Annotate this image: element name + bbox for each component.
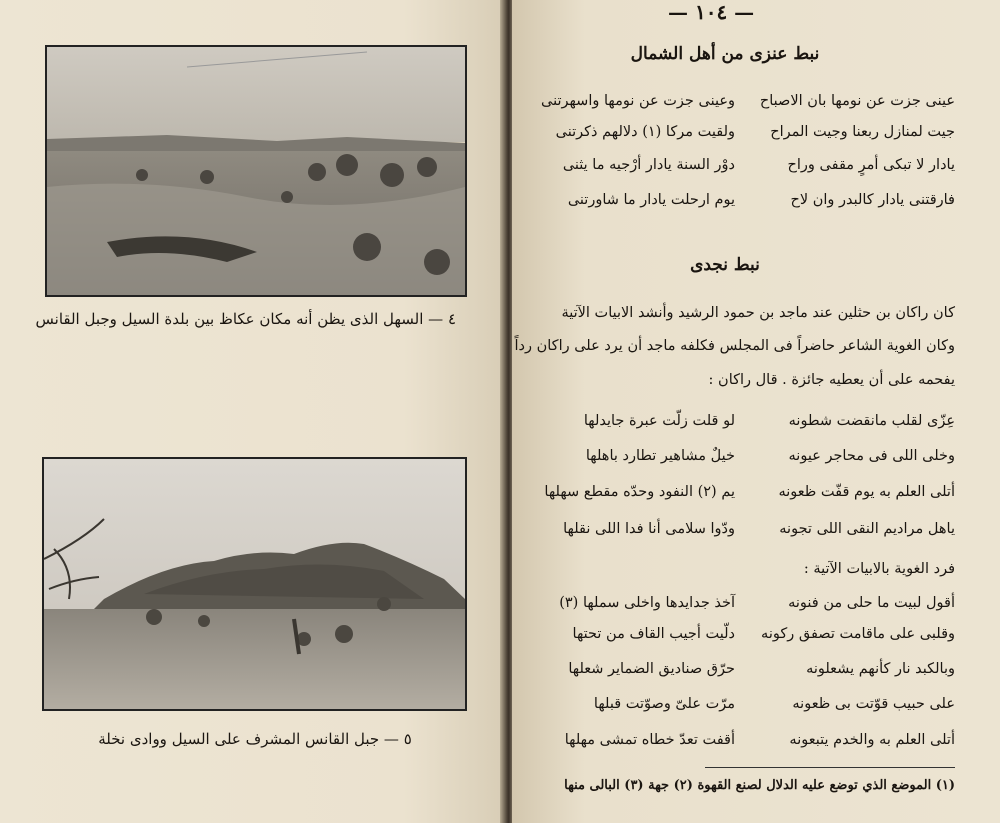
- poem3-line2-right: وقلبى على ماقامت تصفق ركونه: [761, 626, 955, 642]
- poem3-line3-right: وبالكبد نار كأنهم يشعلونه: [806, 661, 955, 677]
- poem2-line2-left: خيلٌ مشاهير تطارد باهلها: [585, 448, 735, 464]
- poem3-line5-right: أتلى العلم به والخدم يتبعونه: [789, 732, 955, 748]
- poem3-line4-left: مرّت علىّ وصوّتت قبلها: [593, 696, 735, 712]
- section1-title: نبط عنزى من أهل الشمال: [630, 44, 820, 64]
- poem1-line2-left: ولقيت مركا (١) دلالهم ذكرتنى: [555, 124, 735, 140]
- poem3-line5-left: أقفت تعدّ خطاه تمشى مهلها: [564, 732, 735, 748]
- prose-line2: وكان الغوية الشاعر حاضراً فى المجلس فكلفه ماجد أن يرد على راكان رداً: [514, 338, 955, 354]
- poem2-line3-right: أتلى العلم به يوم قفّت ظعونه: [778, 484, 955, 500]
- poem3-line2-left: دلّيت أجيب القاف من تحتها: [572, 626, 735, 642]
- reply-intro: فرد الغوية بالابيات الآتية :: [803, 561, 955, 577]
- poem2-line3-left: يم (٢) النفود وحدّه مقطع سهلها: [544, 484, 735, 500]
- poem1-line2-right: جيت لمنازل ربعنا وجيت المراح: [770, 124, 955, 140]
- section2-title: نبط نجدى: [690, 255, 760, 275]
- prose-line1: كان راكان بن حثلين عند ماجد بن حمود الرشيد وأنشد الابيات الآتية: [561, 305, 955, 321]
- poem1-line1-right: عينى جزت عن نومها بان الاصباح: [759, 93, 955, 109]
- photo-plain-okaz: [45, 45, 467, 297]
- prose-line3: يفحمه على أن يعطيه جائزة . قال راكان :: [708, 372, 955, 388]
- poem3-line1-left: آخذ جدايدها واخلى سملها (٣): [559, 595, 735, 611]
- page-number: — ١٠٤ —: [668, 0, 755, 24]
- poem3-line4-right: على حبيب قوّتت بى ظعونه: [792, 696, 955, 712]
- poem2-line4-left: ودّوا سلامى أنا فدا اللى نقلها: [563, 521, 735, 537]
- footnotes: (١) الموضع الذي توضع عليه الدلال لصنع القهوة (٢) جهة (٣) البالى منها: [564, 778, 955, 793]
- poem3-line3-left: حرّق صناديق الضماير شعلها: [568, 661, 735, 677]
- poem2-line1-left: لو قلت زلّت عبرة جايدلها: [583, 413, 735, 429]
- poem1-line3-right: يادار لا تبكى أمرٍ مقفى وراح: [787, 157, 955, 173]
- photo2-caption: ٥ — جبل القانس المشرف على السيل ووادى نخلة: [98, 730, 412, 748]
- poem1-line3-left: دوْر السنة يادار أرْجيه ما يثنى: [562, 157, 735, 173]
- poem3-line1-right: أقول لبيت ما حلى من فنونه: [788, 595, 955, 611]
- poem2-line4-right: ياهل مراديم النقى اللى تجونه: [779, 521, 955, 537]
- poem2-line2-right: وخلى اللى فى محاجر عيونه: [788, 448, 955, 464]
- footnote-rule: [705, 767, 955, 768]
- photo1-caption: ٤ — السهل الذى يظن أنه مكان عكاظ بين بلدة السيل وجبل القانس: [35, 310, 456, 328]
- poem1-line4-left: يوم ارحلت يادار ما شاورتنى: [567, 192, 735, 208]
- poem1-line1-left: وعينى جزت عن نومها واسهرتنى: [541, 93, 735, 109]
- photo-mount-qanis: [42, 457, 467, 711]
- poem2-line1-right: عِزّى لقلب مانقضت شطونه: [788, 413, 955, 429]
- poem1-line4-right: فارقتنى يادار كالبدر وان لاح: [790, 192, 955, 208]
